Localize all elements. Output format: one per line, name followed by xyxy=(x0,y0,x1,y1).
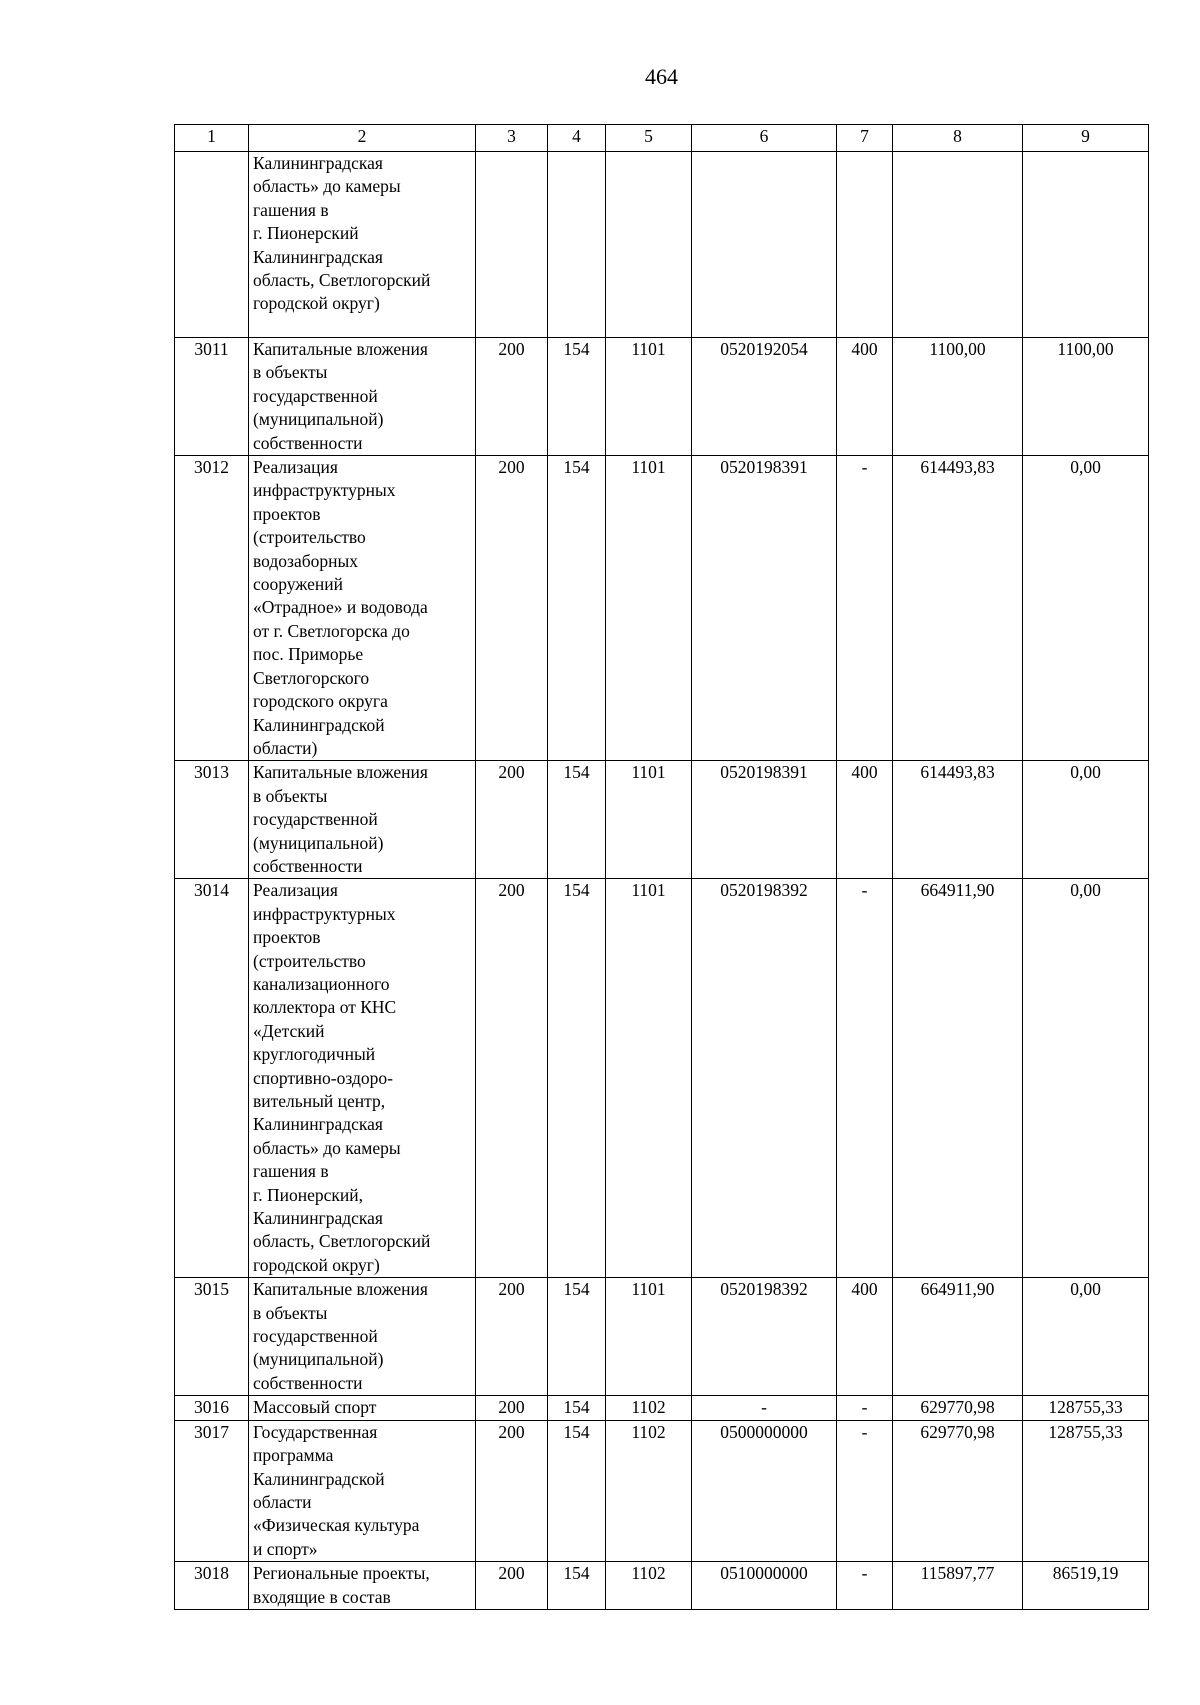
code-cell: 154 xyxy=(548,1420,606,1561)
code-cell xyxy=(692,152,837,338)
code-cell xyxy=(837,152,893,338)
code-cell: 154 xyxy=(548,761,606,879)
code-cell: 0520198391 xyxy=(692,761,837,879)
description-cell: Массовый спорт xyxy=(249,1396,476,1420)
code-cell: 200 xyxy=(476,761,548,879)
code-cell: 400 xyxy=(837,338,893,456)
code-cell: 400 xyxy=(837,761,893,879)
code-cell: - xyxy=(837,1396,893,1420)
table-row xyxy=(175,152,1149,338)
table-row xyxy=(175,1396,1149,1420)
description-cell: Региональные проекты, входящие в состав xyxy=(249,1562,476,1610)
table-row xyxy=(175,1278,1149,1396)
row-number-cell: 3011 xyxy=(175,338,249,456)
amount-cell: 1100,00 xyxy=(1023,338,1149,456)
code-cell: 200 xyxy=(476,1420,548,1561)
amount-cell: 614493,83 xyxy=(893,456,1023,761)
amount-cell: 0,00 xyxy=(1023,879,1149,1278)
amount-cell: 664911,90 xyxy=(893,1278,1023,1396)
code-cell: 200 xyxy=(476,879,548,1278)
code-cell: - xyxy=(837,1420,893,1561)
code-cell: 1102 xyxy=(606,1562,692,1610)
row-number-cell: 3016 xyxy=(175,1396,249,1420)
description-cell: Государственная программа Калининградской области «Физическая культура и спорт» xyxy=(249,1420,476,1561)
code-cell xyxy=(548,152,606,338)
description-cell: Капитальные вложения в объекты государственной (муниципальной) собственности xyxy=(249,338,476,456)
column-header: 6 xyxy=(692,125,837,152)
row-number-cell: 3014 xyxy=(175,879,249,1278)
row-number-cell: 3013 xyxy=(175,761,249,879)
code-cell: 0520192054 xyxy=(692,338,837,456)
code-cell: 1101 xyxy=(606,338,692,456)
column-header: 7 xyxy=(837,125,893,152)
budget-table xyxy=(174,124,1149,1610)
page-number: 464 xyxy=(645,64,678,89)
description-cell: Капитальные вложения в объекты государственной (муниципальной) собственности xyxy=(249,761,476,879)
column-header: 1 xyxy=(175,125,249,152)
amount-cell: 1100,00 xyxy=(893,338,1023,456)
amount-cell: 0,00 xyxy=(1023,761,1149,879)
table-row xyxy=(175,456,1149,761)
table-header-row xyxy=(175,125,1149,152)
amount-cell xyxy=(893,152,1023,338)
column-header: 4 xyxy=(548,125,606,152)
row-number-cell xyxy=(175,152,249,338)
code-cell: 200 xyxy=(476,1396,548,1420)
amount-cell: 86519,19 xyxy=(1023,1562,1149,1610)
code-cell: 1102 xyxy=(606,1420,692,1561)
column-header: 5 xyxy=(606,125,692,152)
column-header: 3 xyxy=(476,125,548,152)
table-row xyxy=(175,338,1149,456)
code-cell: 0510000000 xyxy=(692,1562,837,1610)
code-cell: 1101 xyxy=(606,1278,692,1396)
code-cell: 1101 xyxy=(606,456,692,761)
code-cell: - xyxy=(837,1562,893,1610)
code-cell: 1102 xyxy=(606,1396,692,1420)
amount-cell: 664911,90 xyxy=(893,879,1023,1278)
code-cell: - xyxy=(837,879,893,1278)
amount-cell: 614493,83 xyxy=(893,761,1023,879)
column-header: 8 xyxy=(893,125,1023,152)
description-cell: Капитальные вложения в объекты государственной (муниципальной) собственности xyxy=(249,1278,476,1396)
code-cell: 154 xyxy=(548,1396,606,1420)
row-number-cell: 3017 xyxy=(175,1420,249,1561)
row-number-cell: 3018 xyxy=(175,1562,249,1610)
row-number-cell: 3015 xyxy=(175,1278,249,1396)
code-cell: 154 xyxy=(548,1562,606,1610)
amount-cell xyxy=(1023,152,1149,338)
code-cell: 154 xyxy=(548,879,606,1278)
code-cell: 200 xyxy=(476,1562,548,1610)
table-row xyxy=(175,761,1149,879)
table-row xyxy=(175,1562,1149,1610)
amount-cell: 629770,98 xyxy=(893,1420,1023,1561)
code-cell: - xyxy=(692,1396,837,1420)
amount-cell: 128755,33 xyxy=(1023,1396,1149,1420)
code-cell: 200 xyxy=(476,1278,548,1396)
code-cell xyxy=(606,152,692,338)
amount-cell: 629770,98 xyxy=(893,1396,1023,1420)
code-cell: 200 xyxy=(476,338,548,456)
row-number-cell: 3012 xyxy=(175,456,249,761)
code-cell: 154 xyxy=(548,456,606,761)
code-cell: 0520198391 xyxy=(692,456,837,761)
description-cell: Калининградская область» до камеры гашения в г. Пионерский Калининградская область, Светлогорский городской округ) xyxy=(249,152,476,338)
code-cell: 0520198392 xyxy=(692,879,837,1278)
column-header: 2 xyxy=(249,125,476,152)
table-row xyxy=(175,1420,1149,1561)
code-cell: 1101 xyxy=(606,879,692,1278)
description-cell: Реализация инфраструктурных проектов (строительство канализационного коллектора от КНС «Детский круглогодичный спортивно-оздоро- вительный центр, Калининградская область» до камеры гашения в г. Пионерский, Калининградская область, Светлогорский городской округ) xyxy=(249,879,476,1278)
code-cell: 200 xyxy=(476,456,548,761)
amount-cell: 128755,33 xyxy=(1023,1420,1149,1561)
code-cell xyxy=(476,152,548,338)
amount-cell: 0,00 xyxy=(1023,456,1149,761)
amount-cell: 0,00 xyxy=(1023,1278,1149,1396)
code-cell: - xyxy=(837,456,893,761)
code-cell: 400 xyxy=(837,1278,893,1396)
description-cell: Реализация инфраструктурных проектов (строительство водозаборных сооружений «Отрадное» и водовода от г. Светлогорска до пос. Приморье Светлогорского городского округа Калининградской области) xyxy=(249,456,476,761)
column-header: 9 xyxy=(1023,125,1149,152)
code-cell: 154 xyxy=(548,1278,606,1396)
code-cell: 1101 xyxy=(606,761,692,879)
code-cell: 0500000000 xyxy=(692,1420,837,1561)
code-cell: 0520198392 xyxy=(692,1278,837,1396)
amount-cell: 115897,77 xyxy=(893,1562,1023,1610)
table-row xyxy=(175,879,1149,1278)
code-cell: 154 xyxy=(548,338,606,456)
